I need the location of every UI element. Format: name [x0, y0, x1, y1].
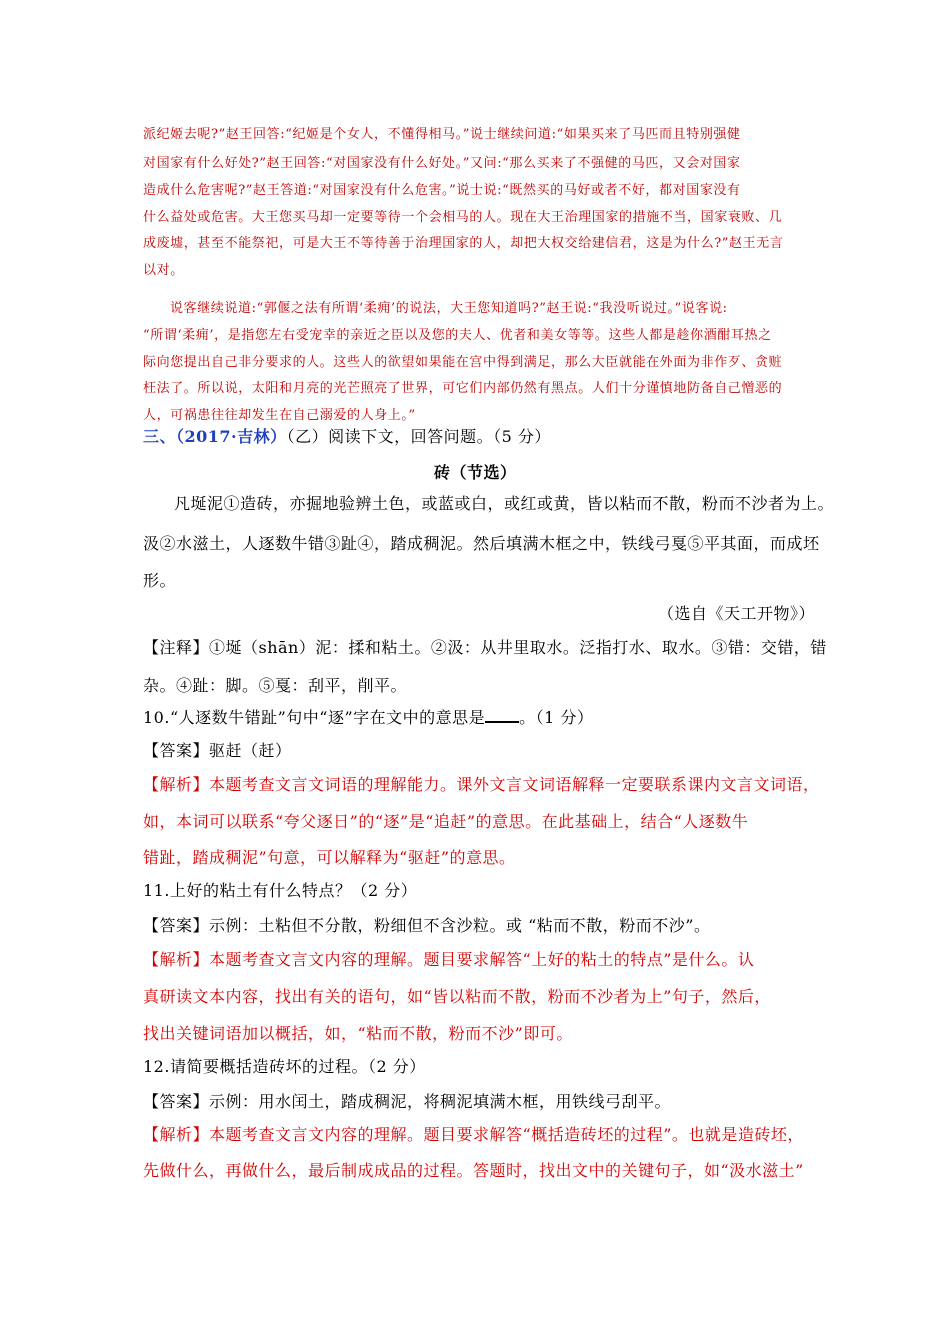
analysis-10-line [143, 772, 820, 795]
citation: （选自《天工开物》） [658, 604, 816, 623]
answer-blank [485, 707, 519, 723]
story-line: 什么益处或危害。大王您买马却一定要等待一个会相马的人。现在大王治理国家的措施不当，国家衰败、几 [143, 210, 783, 225]
story-line: 成废墟，甚至不能祭祀，可是大王不等待善于治理国家的人，却把大权交给建信君，这是为什么?”赵王无言 [143, 236, 784, 251]
question-10 [143, 705, 593, 728]
section-source: （2017·吉林） [176, 427, 287, 446]
notes-line: 杂。④趾：脚。⑤戛：刮平，削平。 [143, 676, 408, 695]
passage-line: 凡埏泥①造砖，亦掘地验辨土色，或蓝或白，或红或黄，皆以粘而不散，粉而不沙者为上。 [174, 494, 835, 513]
analysis-11-line: 找出关键词语加以概括，如，“粘而不散，粉而不沙”即可。 [143, 1024, 573, 1043]
analysis-11-line [143, 947, 754, 970]
question-10-text: 10.“人逐数牛错趾”句中“逐”字在文中的意思是 [143, 708, 486, 727]
analysis-tag: 【解析】 [143, 1125, 210, 1144]
section-instruction: （乙）阅读下文，回答问题。（5 分） [286, 427, 551, 446]
story-line: “所谓‘柔痈’，是指您左右受宠幸的亲近之臣以及您的夫人、优者和美女等等。这些人都是趁你酒酣耳热之 [143, 328, 772, 343]
passage-title: 砖（节选） [434, 463, 517, 482]
analysis-tag: 【解析】 [143, 775, 210, 794]
story-line: 际向您提出自己非分要求的人。这些人的欲望如果能在宫中得到满足，那么大臣就能在外面为非作歹、贪赃 [143, 355, 783, 370]
analysis-text: 本题考查文言文内容的理解。题目要求解答“概括造砖坯的过程”。也就是造砖坯， [209, 1125, 804, 1144]
analysis-11-line: 真研读文本内容，找出有关的语句，如“皆以粘而不散，粉而不沙者为上”句子，然后， [143, 987, 771, 1006]
question-12: 12.请简要概括造砖坏的过程。（2 分） [143, 1057, 426, 1076]
analysis-10-line: 错趾，踏成稠泥”句意，可以解释为“驱赶”的意思。 [143, 848, 516, 867]
question-10-score: 。（1 分） [519, 708, 594, 727]
analysis-12-line: 先做什么，再做什么，最后制成成品的过程。答题时，找出文中的关键句子，如“汲水滋土” [143, 1161, 804, 1180]
question-11: 11.上好的粘土有什么特点？（2 分） [143, 881, 418, 900]
story-line: 对国家有什么好处?”赵王回答:“对国家没有什么好处。”又问:“那么买来了不强健的马匹，又会对国家 [143, 156, 741, 171]
answer-12: 【答案】示例：用水闰土，踏成稠泥，将稠泥填满木框，用铁线弓刮平。 [143, 1092, 672, 1111]
story-line: 派纪姬去呢?”赵王回答:“纪姬是个女人，不懂得相马。”说士继续问道:“如果买来了马匹而且特别强健 [143, 127, 741, 142]
analysis-text: 本题考查文言文内容的理解。题目要求解答“上好的粘土的特点”是什么。认 [209, 950, 755, 969]
story-line: 枉法了。所以说，太阳和月亮的光芒照亮了世界，可它们内部仍然有黑点。人们十分谨慎地防备自己憎恶的 [143, 381, 783, 396]
analysis-10-line: 如，本词可以联系“夸父逐日”的“逐”是“追赶”的意思。在此基础上，结合“人逐数牛 [143, 812, 749, 831]
answer-11: 【答案】示例：土粘但不分散，粉细但不含沙粒。或 “粘而不散，粉而不沙”。 [143, 916, 711, 935]
story-line: 说客继续说道:“郭偃之法有所谓‘柔痈’的说法，大王您知道吗?”赵王说:“我没听说过。”说客说: [170, 301, 728, 316]
notes-line: 【注释】①埏（shān）泥：揉和粘土。②汲：从井里取水。泛指打水、取水。③错：交错，错 [143, 638, 827, 657]
analysis-text: 本题考查文言文词语的理解能力。课外文言文词语解释一定要联系课内文言文词语， [209, 775, 820, 794]
passage-line: 形。 [143, 571, 177, 590]
story-line: 以对。 [143, 263, 184, 278]
section-heading [143, 424, 551, 447]
section-number: 三、 [143, 427, 177, 446]
analysis-12-line [143, 1122, 804, 1145]
answer-10: 【答案】驱赶（赶） [143, 741, 292, 760]
story-line: 造成什么危害呢?”赵王答道:“对国家没有什么危害。”说士说:“既然买的马好或者不好，都对国家没有 [143, 183, 741, 198]
passage-line: 汲②水滋土，人逐数牛错③趾④，踏成稠泥。然后填满木框之中，铁线弓戛⑤平其面，而成坯 [143, 534, 820, 553]
analysis-tag: 【解析】 [143, 950, 210, 969]
story-line: 人，可祸患往往却发生在自己溺爱的人身上。” [143, 408, 416, 423]
